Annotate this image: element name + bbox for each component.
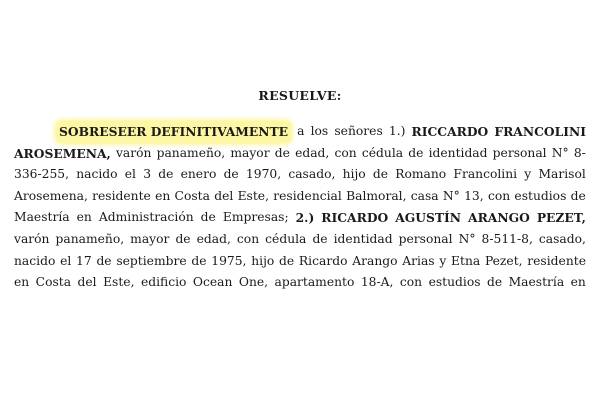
word: Maestría xyxy=(508,275,565,290)
word: de xyxy=(191,253,207,268)
word: 3 xyxy=(143,167,152,182)
word: a xyxy=(297,124,305,138)
word: RICARDO xyxy=(321,210,389,226)
word: hijo xyxy=(251,253,275,268)
paragraph-line xyxy=(14,229,586,251)
word: edad, xyxy=(295,145,330,160)
word: 18-A, xyxy=(360,275,394,290)
word: el xyxy=(124,167,136,182)
word: en xyxy=(76,210,92,225)
word: edad, xyxy=(196,231,231,246)
word: Este, xyxy=(237,188,269,203)
word: en xyxy=(155,188,171,203)
word: 1975, xyxy=(211,253,247,268)
word: Ricardo xyxy=(298,253,348,268)
word: panameño, xyxy=(55,231,125,246)
word: 13, xyxy=(464,188,484,203)
paragraph-line xyxy=(14,272,586,294)
word: 8-511-8, xyxy=(481,231,533,246)
word: casado, xyxy=(288,167,336,182)
paragraph-line xyxy=(14,207,586,229)
word: del xyxy=(214,188,234,203)
word: 1970, xyxy=(245,167,282,182)
word: Costa xyxy=(174,188,210,203)
word: enero xyxy=(180,167,217,182)
word: Arias xyxy=(402,253,435,268)
section-heading: RESUELVE: xyxy=(258,88,342,103)
word: Marisol xyxy=(538,167,586,182)
word: varón xyxy=(14,231,50,246)
word: con xyxy=(487,188,511,203)
word: de xyxy=(279,253,295,268)
word: RICCARDO xyxy=(411,124,489,139)
word: Maestría xyxy=(14,210,70,225)
paragraph-line xyxy=(14,186,586,208)
word: y xyxy=(439,253,447,268)
word: AROSEMENA, xyxy=(14,145,111,161)
word: Romano xyxy=(395,167,447,182)
word: apartamento xyxy=(274,275,355,290)
word: en xyxy=(570,275,586,290)
word: Costa xyxy=(35,275,72,290)
word: mayor xyxy=(130,231,170,246)
word: residente xyxy=(92,188,151,203)
word: N° xyxy=(458,231,476,246)
word: estudios xyxy=(428,275,481,290)
word: identidad xyxy=(333,231,393,246)
word: 17 xyxy=(76,253,92,268)
word: Etna xyxy=(451,253,481,268)
word: cédula xyxy=(361,145,404,160)
word: FRANCOLINI xyxy=(494,124,586,139)
word: 2.) xyxy=(295,210,315,226)
word: Este, xyxy=(103,275,135,290)
word: de xyxy=(274,145,290,160)
word: personal xyxy=(398,231,453,246)
word: cédula xyxy=(265,231,307,246)
word: y xyxy=(524,167,532,182)
word: Arango xyxy=(352,253,398,268)
word: del xyxy=(77,275,97,290)
paragraph-line xyxy=(14,164,586,186)
word: 336-255, xyxy=(14,167,70,182)
word: N° xyxy=(551,145,569,160)
word: 1.) xyxy=(388,124,406,138)
word: en xyxy=(14,275,30,290)
paragraph-line xyxy=(14,121,586,143)
resolution-paragraph xyxy=(14,121,586,294)
word: Ocean xyxy=(192,275,233,290)
word: Administración xyxy=(98,210,194,225)
word: PEZET, xyxy=(536,210,586,226)
word: Empresas; xyxy=(222,210,289,225)
highlighted-phrase: SOBRESEER DEFINITIVAMENTE xyxy=(56,121,291,143)
word: casa xyxy=(410,188,439,203)
word: AGUSTÍN xyxy=(395,210,462,226)
word: de xyxy=(158,167,174,182)
word: Arosemena, xyxy=(14,188,88,203)
word: de xyxy=(223,167,239,182)
paragraph-line xyxy=(14,143,586,165)
word: de xyxy=(200,210,216,225)
word: edificio xyxy=(140,275,187,290)
word: de xyxy=(570,188,586,203)
word: 8- xyxy=(573,145,586,160)
word: identidad xyxy=(428,145,488,160)
word: de xyxy=(408,145,424,160)
word: estudios xyxy=(514,188,567,203)
word: de xyxy=(312,231,328,246)
word: los xyxy=(310,124,329,138)
word: nacido xyxy=(76,167,118,182)
word: Balmoral, xyxy=(346,188,407,203)
word: One, xyxy=(238,275,269,290)
word: Pezet, xyxy=(484,253,523,268)
word: con xyxy=(334,145,357,160)
word: con xyxy=(236,231,260,246)
word: nacido xyxy=(14,253,56,268)
word: residente xyxy=(527,253,586,268)
word: residencial xyxy=(273,188,342,203)
word: de xyxy=(486,275,503,290)
word: personal xyxy=(492,145,547,160)
word: de xyxy=(175,231,191,246)
word: panameño, xyxy=(156,145,226,160)
word: con xyxy=(399,275,423,290)
word: casado, xyxy=(538,231,586,246)
word: de xyxy=(96,253,112,268)
word: mayor xyxy=(230,145,270,160)
paragraph-line xyxy=(14,251,586,273)
word: el xyxy=(60,253,72,268)
word: varón xyxy=(115,145,152,160)
word: de xyxy=(372,167,389,182)
word: señores xyxy=(334,124,383,138)
word: ARANGO xyxy=(468,210,530,226)
word: Francolini xyxy=(453,167,518,182)
word: septiembre xyxy=(116,253,187,268)
word: N° xyxy=(442,188,460,203)
word: hijo xyxy=(342,167,366,182)
